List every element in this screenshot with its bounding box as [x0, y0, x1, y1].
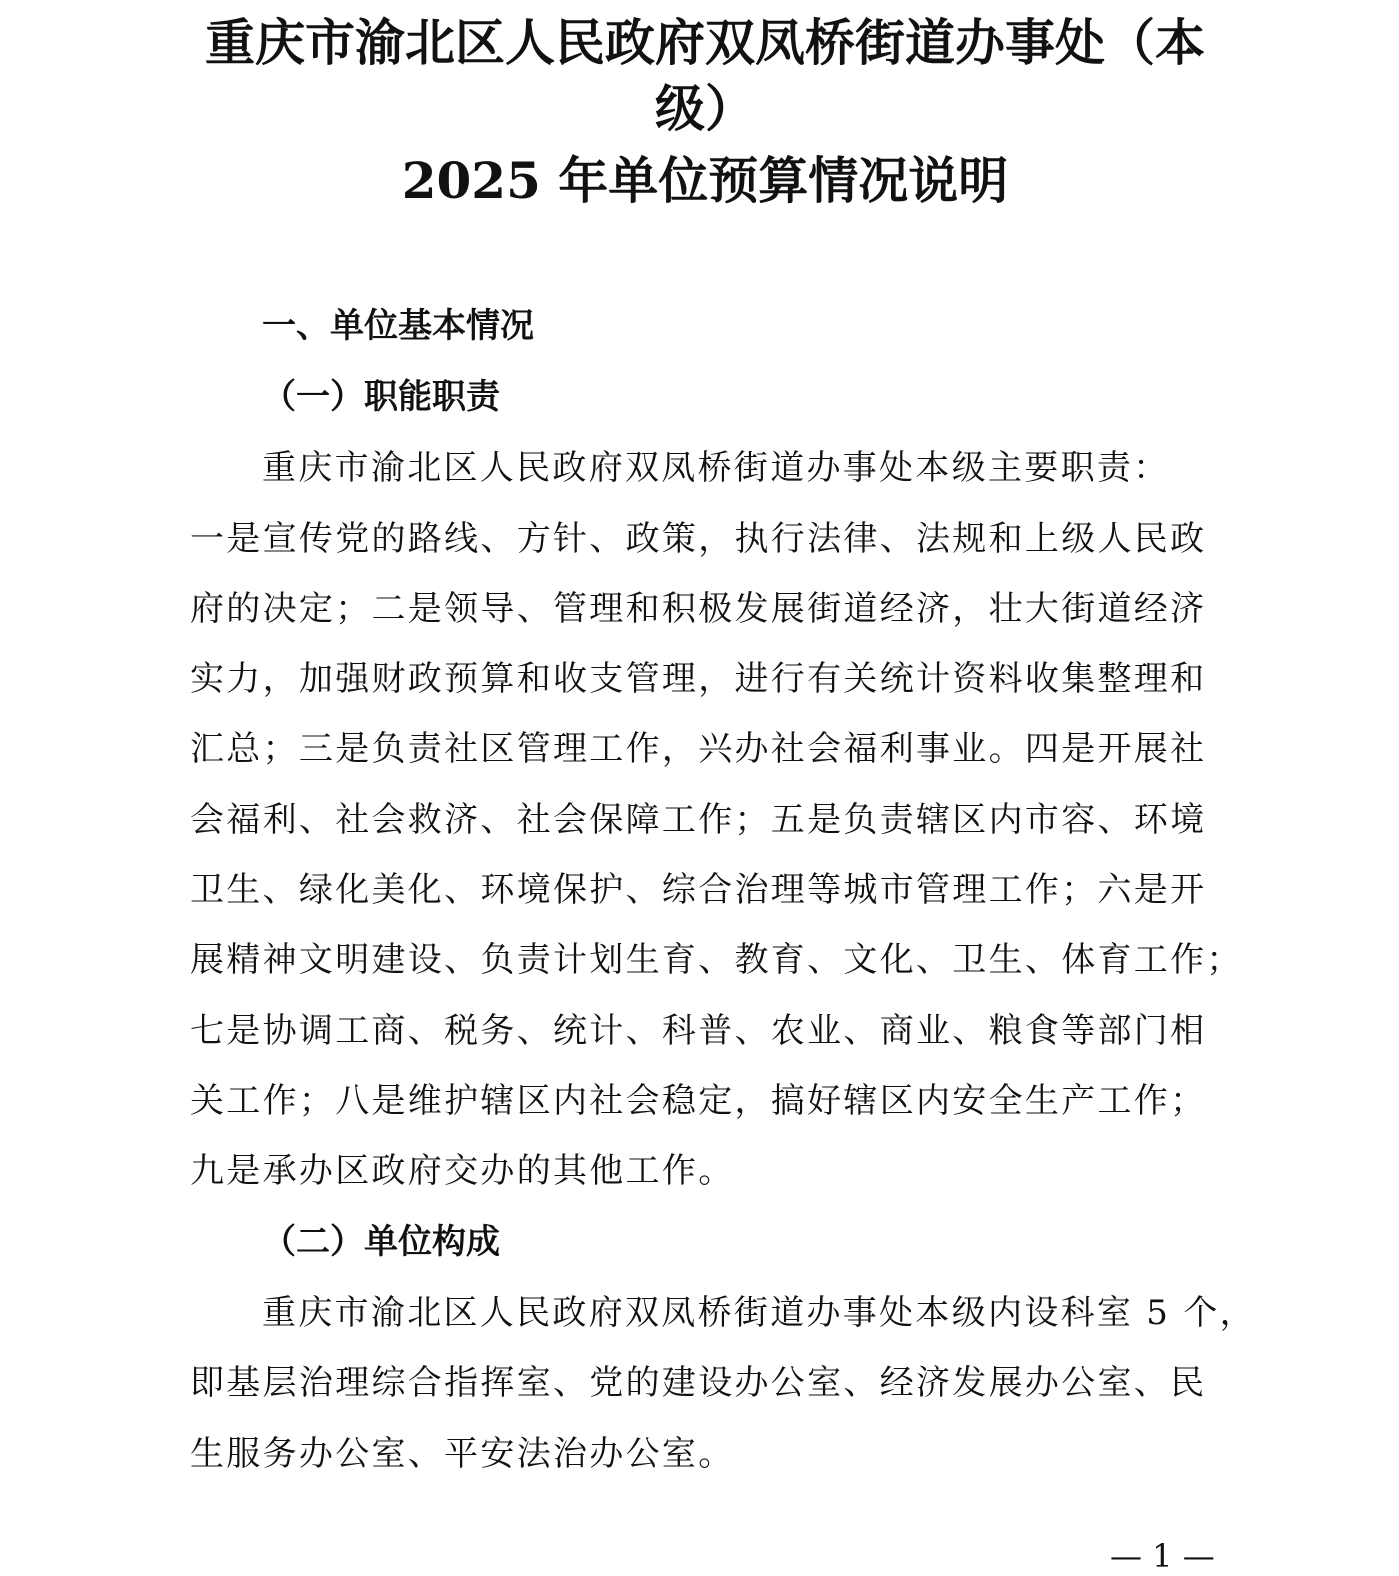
- page-number: — 1 —: [1110, 1537, 1215, 1575]
- document-title-line-1: 重庆市渝北区人民政府双凤桥街道办事处（本: [205, 13, 1205, 72]
- paragraph-line: 展精神文明建设、负责计划生育、教育、文化、卫生、体育工作；: [190, 940, 1243, 980]
- paragraph-line: 府的决定；二是领导、管理和积极发展街道经济，壮大街道经济: [190, 589, 1207, 629]
- document-title-line-3: 2025 年单位预算情况说明: [401, 151, 1009, 210]
- paragraph-line: 汇总；三是负责社区管理工作，兴办社会福利事业。四是开展社: [190, 729, 1207, 769]
- document-title-line-2: 级）: [655, 79, 755, 138]
- paragraph-line: 会福利、社会救济、社会保障工作；五是负责辖区内市容、环境: [190, 800, 1207, 840]
- paragraph-line: 即基层治理综合指挥室、党的建设办公室、经济发展办公室、民: [190, 1363, 1207, 1403]
- paragraph-line: 卫生、绿化美化、环境保护、综合治理等城市管理工作；六是开: [190, 870, 1207, 910]
- paragraph-line: 实力，加强财政预算和收支管理，进行有关统计资料收集整理和: [190, 659, 1207, 699]
- paragraph-line: 重庆市渝北区人民政府双凤桥街道办事处本级内设科室 5 个，: [262, 1293, 1256, 1333]
- subsection-heading-functions: （一）职能职责: [262, 377, 500, 417]
- paragraph-line: 一是宣传党的路线、方针、政策，执行法律、法规和上级人民政: [190, 519, 1207, 559]
- subsection-heading-composition: （二）单位构成: [262, 1222, 500, 1262]
- paragraph-line: 重庆市渝北区人民政府双凤桥街道办事处本级主要职责：: [262, 448, 1170, 488]
- paragraph-line: 生服务办公室、平安法治办公室。: [190, 1434, 735, 1474]
- section-heading-basic-info: 一、单位基本情况: [262, 306, 534, 346]
- paragraph-line: 七是协调工商、税务、统计、科普、农业、商业、粮食等部门相: [190, 1011, 1207, 1051]
- paragraph-line: 关工作；八是维护辖区内社会稳定，搞好辖区内安全生产工作；: [190, 1081, 1207, 1121]
- paragraph-line: 九是承办区政府交办的其他工作。: [190, 1151, 735, 1191]
